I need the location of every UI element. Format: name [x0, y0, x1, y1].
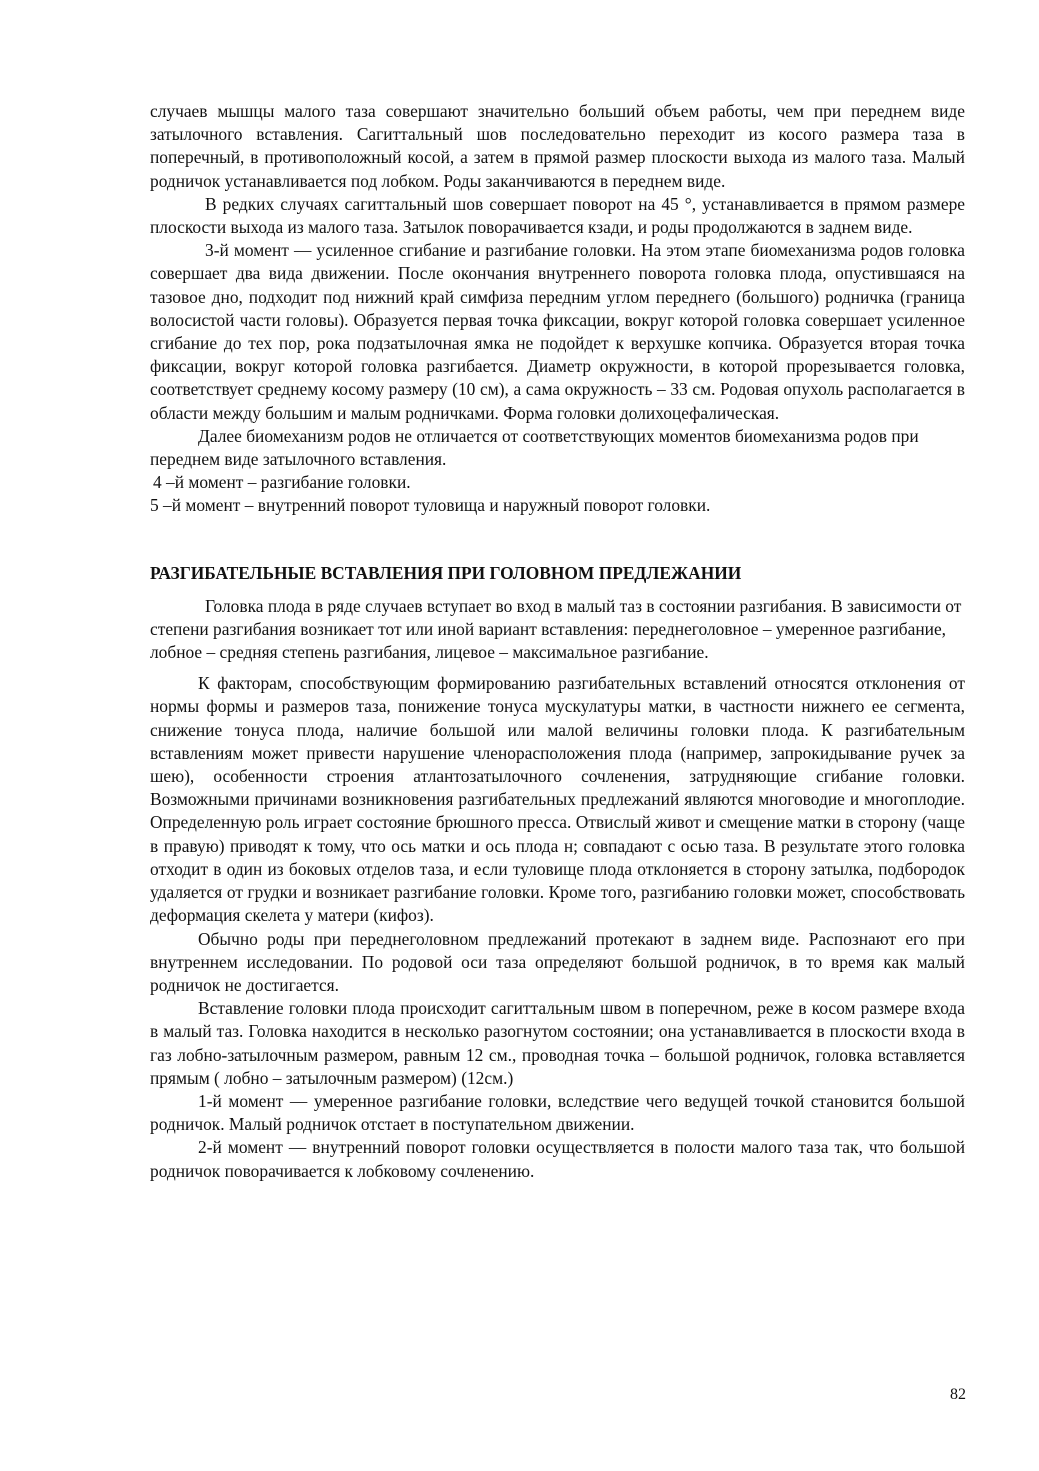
paragraph-fourth-moment: 4 –й момент – разгибание головки.: [153, 472, 411, 493]
paragraph-continuation: случаев мышцы малого таза совершают значительно больший объем работы, чем при переднем виде затылочного вставления. Сагиттальный шов последовательно переходит из косого размера таза в поперечный, в противоположный косой, а затем в прямой размер плоскости выхода из малого таза. Малый родничок устанавливается под лобком. Роды заканчиваются в переднем виде.: [150, 101, 965, 191]
paragraph-further-biomechanism: Далее биомеханизм родов не отличается от соответствующих моментов биомеханизма родов при переднем виде затылочного вставления.: [150, 425, 919, 470]
paragraph-extension-intro: Головка плода в ряде случаев вступает во вход в малый таз в состоянии разгибания. В зависимости от степени разгибания возникает тот или иной вариант вставления: переднеголовное – умеренное разгибание, лобное – средняя степень разгибания, лицевое – максимальное разгибание.: [150, 595, 962, 663]
section-heading: РАЗГИБАТЕЛЬНЫЕ ВСТАВЛЕНИЯ ПРИ ГОЛОВНОМ ПРЕДЛЕЖАНИИ: [150, 562, 742, 583]
document-page: [150, 100, 965, 1183]
paragraph-fifth-moment: 5 –й момент – внутренний поворот туловища и наружный поворот головки.: [150, 495, 711, 516]
paragraph-first-moment: 1-й момент — умеренное разгибание головки, вследствие чего ведущей точкой становится большой родничок. Малый родничок отстает в поступательном движении.: [150, 1090, 965, 1135]
paragraph-second-moment: 2-й момент — внутренний поворот головки осуществляется в полости малого таза так, что большой родничок поворачивается к лобковому сочленению.: [150, 1137, 965, 1181]
paragraph-third-moment: 3-й момент — усиленное сгибание и разгибание головки. На этом этапе биомеханизма родов головка совершает два вида движении. После окончания внутреннего поворота головка плода, опустившаяся на тазовое дно, подходит под нижний край симфиза передним углом переднего (большого) родничка (граница волосистой части головы). Образуется первая точка фиксации, вокруг которой головка совершает усиленное сгибание до тех пор, рока подзатылочная ямка не подойдет к верхушке копчика. Образуется вторая точка фиксации, вокруг которой головка разгибается. Диаметр окружности, в которой прорезывается головка, соответствует среднему косому размеру (10 см), а сама окружность – 33 см. Родовая опухоль располагается в области между большим и малым родничками. Форма головки долихоцефалическая.: [150, 240, 965, 423]
paragraph-head-insertion: Вставление головки плода происходит сагиттальным швом в поперечном, реже в косом размере входа в малый таз. Головка находится в несколько разогнутом состоянии; она устанавливается в плоскости входа в газ лобно-затылочным размером, равным 12 см., проводная точка – большой родничок, головка вставляется прямым ( лобно – затылочным размером) (12см.): [150, 998, 965, 1088]
page-number: 82: [950, 1386, 966, 1403]
paragraph-usual-labor: Обычно роды при переднеголовном предлежаний протекают в заднем виде. Распознают его при внутреннем исследовании. По родовой оси таза определяют большой родничок, в то время как малый родничок не достигается.: [150, 928, 965, 995]
paragraph-rare-cases: В редких случаях сагиттальный шов совершает поворот на 45 °, устанавливается в прямом размере плоскости выхода из малого таза. Затылок поворачивается кзади, и роды продолжаются в заднем виде.: [150, 193, 965, 238]
paragraph-factors: К факторам, способствующим формированию разгибательных вставлений относятся отклонения от нормы формы и размеров таза, понижение тонуса мускулатуры матки, в частности нижнего ее сегмента, снижение тонуса плода, наличие большой или малой величины головки плода. К разгибательным вставлениям может привести нарушение членорасположения плода (например, запрокидывание ручек за шею), особенности строения атлантозатылочного сочленения, затрудняющие сгибание головки. Возможными причинами возникновения разгибательных предлежаний являются многоводие и многоплодие. Определенную роль играет состояние брюшного пресса. Отвислый живот и смещение матки в сторону (чаще в правую) приводят к тому, что ось матки и ось плода н; совпадают с осью таза. В результате этого головка отходит в один из боковых отделов таза, и если туловище плода отклоняется в сторону затылка, подбородок удаляется от грудки и возникает разгибание головки. Кроме того, разгибанию головки может, способствовать деформация скелета у матери (кифоз).: [150, 673, 965, 926]
